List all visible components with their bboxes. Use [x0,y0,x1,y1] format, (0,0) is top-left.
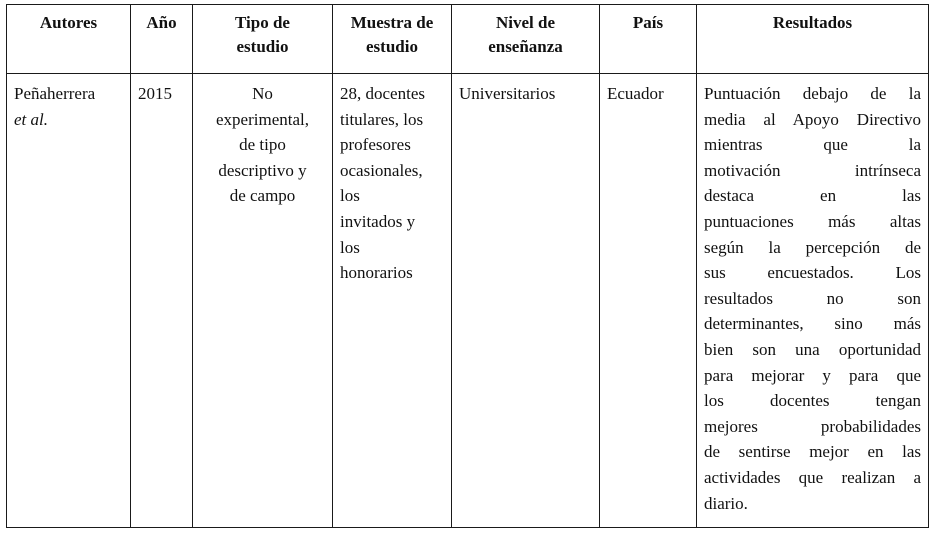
cell-autores: Peñaherrera et al. [7,74,131,528]
literature-review-table [6,4,929,528]
cell-resultados: Puntuación debajo de la media al Apoyo Directivo mientras que la motivación intrínseca destaca en las puntuaciones más altas según la percepción de sus encuestados. Los resultados no son determinantes, sino más bien son una oportunidad para mejorar y para que los docentes tengan mejores probabilidades de sentirse mejor en las actividades que realizan a diario. [697,74,929,528]
header-muestra-estudio: Muestra de estudio [333,5,452,74]
cell-tipo-estudio: No experimental, de tipo descriptivo y de campo [193,74,333,528]
table-row [7,74,929,528]
header-resultados: Resultados [697,5,929,74]
cell-muestra-estudio: 28, docentes titulares, los profesores ocasionales, los invitados y los honorarios [333,74,452,528]
cell-pais: Ecuador [600,74,697,528]
header-autores: Autores [7,5,131,74]
header-tipo-estudio: Tipo de estudio [193,5,333,74]
header-row [7,5,929,74]
cell-nivel-ensenanza: Universitarios [452,74,600,528]
cell-anio: 2015 [131,74,193,528]
header-anio: Año [131,5,193,74]
header-nivel-ensenanza: Nivel de enseñanza [452,5,600,74]
header-pais: País [600,5,697,74]
